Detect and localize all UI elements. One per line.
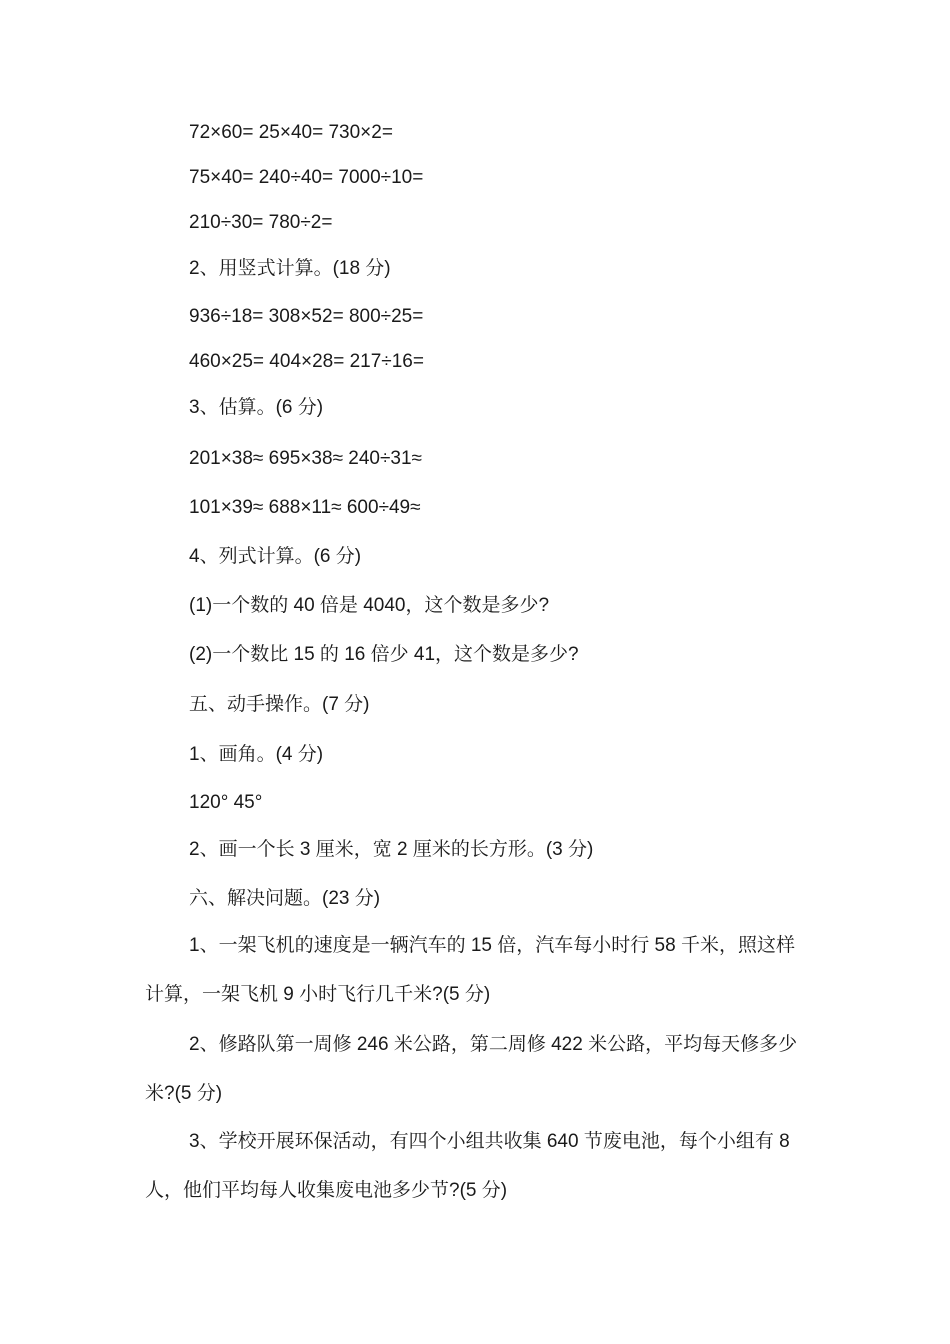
section-problem-solving-heading: 六、解决问题。(23 分) — [189, 888, 381, 909]
section-hands-on-heading: 五、动手操作。(7 分) — [189, 694, 370, 715]
word-problem-3: 3、学校开展环保活动，有四个小组共收集 640 节废电池，每个小组有 8 人，他们平均每人收集废电池多少节?(5 分) — [145, 1131, 790, 1201]
formula-question-2: (2)一个数比 15 的 16 倍少 41，这个数是多少? — [189, 644, 579, 665]
vertical-calc-row-2: 460×25= 404×28= 217÷16= — [189, 351, 424, 372]
draw-angle-heading: 1、画角。(4 分) — [189, 744, 324, 765]
angle-values: 120° 45° — [189, 792, 263, 813]
formula-question-1: (1)一个数的 40 倍是 4040，这个数是多少? — [189, 595, 550, 616]
oral-calc-row-3: 210÷30= 780÷2= — [189, 212, 333, 233]
section-estimate-heading: 3、估算。(6 分) — [189, 397, 324, 418]
section-vertical-calc-heading: 2、用竖式计算。(18 分) — [189, 258, 391, 279]
estimate-row-2: 101×39≈ 688×11≈ 600÷49≈ — [189, 497, 421, 518]
draw-rectangle-question: 2、画一个长 3 厘米，宽 2 厘米的长方形。(3 分) — [189, 839, 594, 860]
word-problem-2: 2、修路队第一周修 246 米公路，第二周修 422 米公路，平均每天修多少米?(5 分) — [145, 1034, 798, 1104]
section-formula-heading: 4、列式计算。(6 分) — [189, 546, 362, 567]
oral-calc-row-1: 72×60= 25×40= 730×2= — [189, 122, 393, 143]
estimate-row-1: 201×38≈ 695×38≈ 240÷31≈ — [189, 448, 422, 469]
vertical-calc-row-1: 936÷18= 308×52= 800÷25= — [189, 306, 424, 327]
word-problem-1: 1、一架飞机的速度是一辆汽车的 15 倍，汽车每小时行 58 千米，照这样计算，一架飞机 9 小时飞行几千米?(5 分) — [145, 935, 795, 1005]
oral-calc-row-2: 75×40= 240÷40= 7000÷10= — [189, 167, 424, 188]
